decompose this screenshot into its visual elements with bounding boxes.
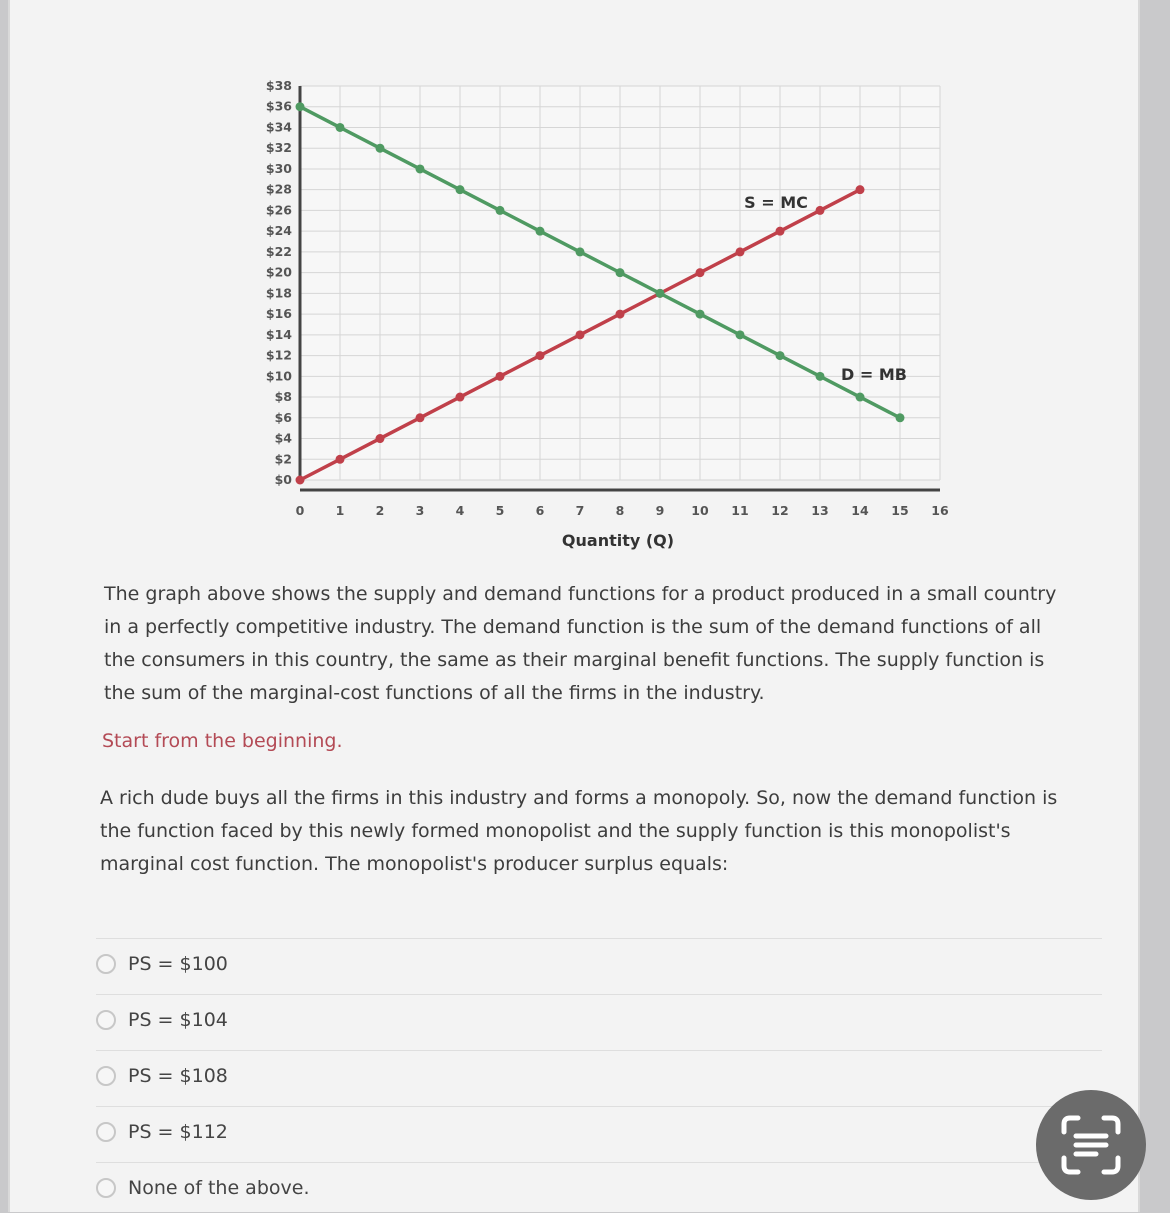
radio-button[interactable]	[96, 1178, 116, 1198]
y-tick-label: $32	[265, 140, 292, 156]
x-tick-label: 10	[691, 503, 709, 518]
supply-point	[816, 206, 825, 215]
y-tick-label: $2	[274, 451, 292, 467]
x-tick-label: 14	[851, 503, 869, 518]
answer-option-label: PS = $104	[128, 1009, 228, 1031]
answer-option[interactable]	[96, 994, 1102, 1045]
demand-curve-label: D = MB	[841, 365, 907, 384]
paragraph-2	[100, 782, 1100, 881]
answer-option[interactable]	[96, 1162, 1102, 1213]
y-tick-label: $22	[265, 243, 292, 259]
x-tick-label: 7	[575, 503, 585, 518]
x-tick-label: 5	[495, 503, 505, 518]
supply-demand-chart	[0, 0, 1170, 560]
y-tick-label: $20	[265, 264, 292, 280]
y-tick-label: $28	[265, 181, 292, 197]
supply-curve-label: S = MC	[744, 193, 808, 212]
demand-point	[776, 351, 785, 360]
demand-point	[816, 372, 825, 381]
text-scan-button[interactable]	[1036, 1090, 1146, 1200]
paragraph-1-line: in a perfectly competitive industry. The demand function is the sum of the demand functions of all	[104, 616, 1042, 638]
supply-point	[456, 393, 465, 402]
supply-point	[536, 351, 545, 360]
demand-point	[336, 123, 345, 132]
demand-point	[576, 247, 585, 256]
demand-point	[376, 144, 385, 153]
supply-point	[296, 476, 305, 485]
paragraph-2-line: A rich dude buys all the firms in this industry and forms a monopoly. So, now the demand function is	[100, 787, 1058, 809]
x-tick-label: 0	[295, 503, 305, 518]
x-axis-title: Quantity (Q)	[561, 531, 675, 550]
y-tick-label: $8	[274, 389, 292, 405]
y-tick-label: $0	[274, 472, 292, 487]
supply-point	[776, 227, 785, 236]
paragraph-1-line: the consumers in this country, the same as their marginal benefit functions. The supply function is	[104, 649, 1045, 671]
paragraph-2-line: marginal cost function. The monopolist's producer surplus equals:	[100, 853, 729, 875]
supply-point	[496, 372, 505, 381]
y-tick-label: $26	[265, 202, 292, 218]
demand-point	[496, 206, 505, 215]
paragraph-2-line: the function faced by this newly formed monopolist and the supply function is this monopolist's	[100, 820, 1011, 842]
demand-point	[456, 185, 465, 194]
demand-point	[896, 413, 905, 422]
x-tick-label: 4	[455, 503, 465, 518]
x-tick-label: 8	[615, 503, 625, 518]
demand-point	[656, 289, 665, 298]
demand-point	[856, 393, 865, 402]
supply-point	[616, 310, 625, 319]
demand-point	[416, 164, 425, 173]
supply-point	[736, 247, 745, 256]
answer-option-label: None of the above.	[128, 1177, 310, 1199]
paragraph-1	[104, 578, 1104, 710]
y-tick-label: $6	[274, 409, 292, 425]
x-tick-label: 1	[335, 503, 345, 518]
demand-point	[296, 102, 305, 111]
supply-point	[576, 330, 585, 339]
answer-option-label: PS = $100	[128, 953, 228, 975]
x-tick-label: 15	[891, 503, 909, 518]
radio-button[interactable]	[96, 1122, 116, 1142]
y-tick-label: $34	[265, 119, 292, 135]
demand-point	[536, 227, 545, 236]
supply-point	[376, 434, 385, 443]
x-tick-label: 2	[375, 503, 385, 518]
chart-grid	[300, 86, 940, 480]
demand-point	[696, 310, 705, 319]
x-tick-label: 11	[731, 503, 749, 518]
text-scan-icon	[1060, 1114, 1122, 1176]
y-tick-label: $14	[265, 326, 292, 342]
x-tick-label: 6	[535, 503, 545, 518]
y-tick-label: $18	[265, 285, 292, 301]
x-tick-label: 12	[771, 503, 789, 518]
paragraph-1-line: the sum of the marginal-cost functions of all the firms in the industry.	[104, 682, 765, 704]
supply-point	[416, 413, 425, 422]
y-tick-label: $16	[265, 306, 292, 322]
start-from-beginning-link[interactable]: Start from the beginning.	[102, 730, 343, 752]
y-tick-label: $4	[274, 430, 292, 446]
answer-option-label: PS = $112	[128, 1121, 228, 1143]
y-tick-label: $12	[265, 347, 292, 363]
y-tick-label: $30	[265, 160, 292, 176]
supply-point	[336, 455, 345, 464]
radio-button[interactable]	[96, 954, 116, 974]
y-tick-label: $24	[265, 223, 292, 239]
supply-point	[856, 185, 865, 194]
y-tick-label: $10	[265, 368, 292, 384]
paragraph-1-line: The graph above shows the supply and demand functions for a product produced in a small country	[104, 583, 1057, 605]
x-tick-label: 16	[931, 503, 949, 518]
answer-option[interactable]	[96, 1050, 1102, 1101]
y-tick-label: $36	[265, 98, 292, 114]
demand-point	[616, 268, 625, 277]
x-tick-label: 9	[655, 503, 665, 518]
demand-point	[736, 330, 745, 339]
x-tick-label: 13	[811, 503, 829, 518]
radio-button[interactable]	[96, 1066, 116, 1086]
radio-button[interactable]	[96, 1010, 116, 1030]
answer-option[interactable]	[96, 938, 1102, 989]
y-tick-label: $38	[265, 78, 292, 93]
answer-option-label: PS = $108	[128, 1065, 228, 1087]
supply-point	[696, 268, 705, 277]
x-tick-label: 3	[415, 503, 425, 518]
answer-option[interactable]	[96, 1106, 1102, 1157]
